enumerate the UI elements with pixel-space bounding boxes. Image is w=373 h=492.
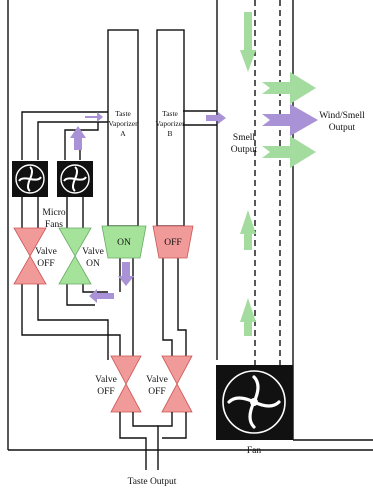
green-right-arrow-bottom	[262, 136, 316, 168]
micro-fan-right	[57, 161, 93, 197]
wind-smell-output-label-2: Output	[328, 123, 356, 133]
smell-output-label-2: Output	[230, 145, 258, 155]
purple-arrow-smell	[206, 112, 226, 124]
micro-fans-label-2: Fans	[45, 220, 63, 230]
valve-bottom-left-label-2: OFF	[97, 387, 115, 397]
micro-fans-label-1: Micro	[42, 208, 66, 218]
valve-bottom-right-label-2: OFF	[148, 387, 166, 397]
valve-bottom-left-label-1: Valve	[95, 375, 117, 385]
green-up-arrows	[240, 210, 256, 336]
fan-label: Fan	[246, 446, 262, 456]
vaporizer-columns	[108, 30, 184, 226]
valve-bottom-right-label-1: Valve	[146, 375, 168, 385]
vaporizer-a-label-1: Taste	[115, 109, 131, 118]
valve-left-label-1: Valve	[35, 247, 57, 257]
switch-a-label: ON	[117, 238, 131, 248]
micro-fan-left	[12, 161, 48, 197]
vaporizer-b-label-1: Taste	[162, 109, 178, 118]
green-down-arrows	[240, 12, 256, 72]
purple-right-arrow	[262, 104, 318, 136]
valve-mid-label-2: ON	[86, 259, 100, 269]
valve-mid-label-1: Valve	[82, 247, 104, 257]
vaporizer-a-label-3: A	[120, 129, 126, 138]
taste-output-label: Taste Output	[127, 477, 177, 487]
valve-left-label-2: OFF	[37, 259, 55, 269]
vaporizer-a-label-2: Vaporizer	[108, 119, 138, 128]
switch-b-label: OFF	[164, 238, 182, 248]
wind-smell-output-label-1: Wind/Smell	[319, 111, 365, 121]
purple-arrow-left	[89, 289, 114, 303]
bottom-pipes	[120, 412, 186, 470]
purple-arrow-left-pipe	[85, 112, 103, 122]
vaporizer-b-label-3: B	[167, 129, 173, 138]
vaporizer-b-label-2: Vaporizer	[155, 119, 185, 128]
big-fan	[216, 365, 293, 440]
green-right-arrow-top	[262, 72, 316, 104]
smell-output-label-1: Smell	[232, 133, 256, 143]
output-arrows	[262, 72, 318, 168]
